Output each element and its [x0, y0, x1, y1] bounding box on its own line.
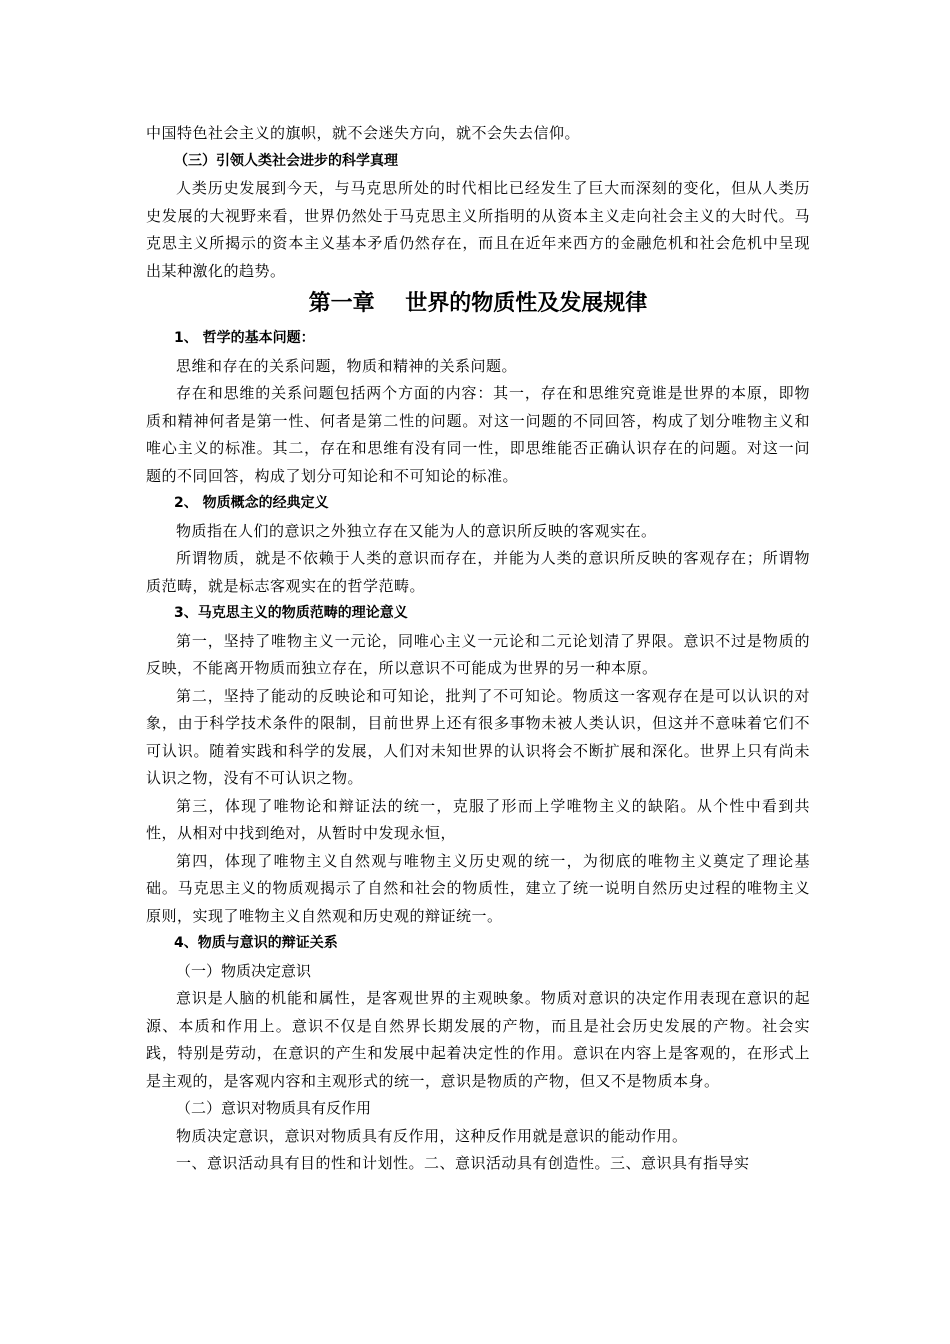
- subsection-heading: （二）意识对物质具有反作用: [176, 1099, 372, 1117]
- section-heading-basic-question: 1、 哲学的基本问题：: [174, 330, 315, 346]
- paragraph-history: 人类历史发展到今天，与马克思所处的时代相比已经发生了巨大而深刻的变化，但从人类历史发展的大视野来看，世界仍然处于马克思主义所指明的从资本主义走向社会主义的大时代。马克思主义所揭示的资本主义基本矛盾仍然存在，而且在近年来西方的金融危机和社会危机中呈现出某种激化的趋势。: [146, 179, 810, 280]
- paragraph: 第四，体现了唯物主义自然观与唯物主义历史观的统一，为彻底的唯物主义奠定了理论基础。马克思主义的物质观揭示了自然和社会的物质性，建立了统一说明自然历史过程的唯物主义原则，实现了唯物主义自然观和历史观的辩证统一。: [146, 851, 810, 925]
- document-body: [146, 120, 810, 1178]
- paragraph: 一、意识活动具有目的性和计划性。二、意识活动具有创造性。三、意识具有指导实: [176, 1154, 750, 1172]
- paragraph: 第一，坚持了唯物主义一元论，同唯心主义一元论和二元论划清了界限。意识不过是物质的反映，不能离开物质而独立存在，所以意识不可能成为世界的另一种本原。: [146, 631, 810, 677]
- section-heading-matter-definition: 2、 物质概念的经典定义: [174, 495, 329, 511]
- paragraph: 物质决定意识，意识对物质具有反作用，这种反作用就是意识的能动作用。: [176, 1126, 688, 1145]
- paragraph: 第三，体现了唯物论和辩证法的统一，克服了形而上学唯物主义的缺陷。从个性中看到共性，从相对中找到绝对，从暂时中发现永恒，: [146, 796, 810, 842]
- section-heading-science-truth: （三）引领人类社会进步的科学真理: [174, 152, 398, 169]
- paragraph: 思维和存在的关系问题，物质和精神的关系问题。: [176, 356, 518, 375]
- paragraph: 第二，坚持了能动的反映论和可知论，批判了不可知论。物质这一客观存在是可以认识的对象，由于科学技术条件的限制，目前世界上还有很多事物未被人类认识，但这并不意味着它们不可认识。随着实践和科学的发展，人们对未知世界的认识将会不断扩展和深化。世界上只有尚未认识之物，没有不可认识之物。: [146, 686, 810, 787]
- section-heading-theoretical-significance: 3、马克思主义的物质范畴的理论意义: [174, 605, 408, 621]
- chapter-title: 第一章 世界的物质性及发展规律: [308, 291, 648, 316]
- paragraph: 物质指在人们的意识之外独立存在又能为人的意识所反映的客观实在。: [176, 521, 657, 540]
- paragraph-continued: 中国特色社会主义的旗帜，就不会迷失方向，就不会失去信仰。: [146, 124, 581, 142]
- subsection-heading: （一）物质决定意识: [176, 961, 312, 980]
- section-heading-dialectical-relation: 4、物质与意识的辩证关系: [174, 935, 338, 951]
- paragraph: 意识是人脑的机能和属性，是客观世界的主观映象。物质对意识的决定作用表现在意识的起源、本质和作用上。意识不仅是自然界长期发展的产物，而且是社会历史发展的产物。社会实践，特别是劳动，在意识的产生和发展中起着决定性的作用。意识在内容上是客观的，在形式上是主观的，是客观内容和主观形式的统一，意识是物质的产物，但又不是物质本身。: [146, 989, 810, 1090]
- paragraph: 存在和思维的关系问题包括两个方面的内容：其一，存在和思维究竟谁是世界的本原，即物质和精神何者是第一性、何者是第二性的问题。对这一问题的不同回答，构成了划分唯物主义和唯心主义的标准。其二，存在和思维有没有同一性，即思维能否正确认识存在的问题。对这一问题的不同回答，构成了划分可知论和不可知论的标准。: [146, 384, 810, 485]
- paragraph: 所谓物质，就是不依赖于人类的意识而存在，并能为人类的意识所反映的客观存在；所谓物质范畴，就是标志客观实在的哲学范畴。: [146, 549, 810, 595]
